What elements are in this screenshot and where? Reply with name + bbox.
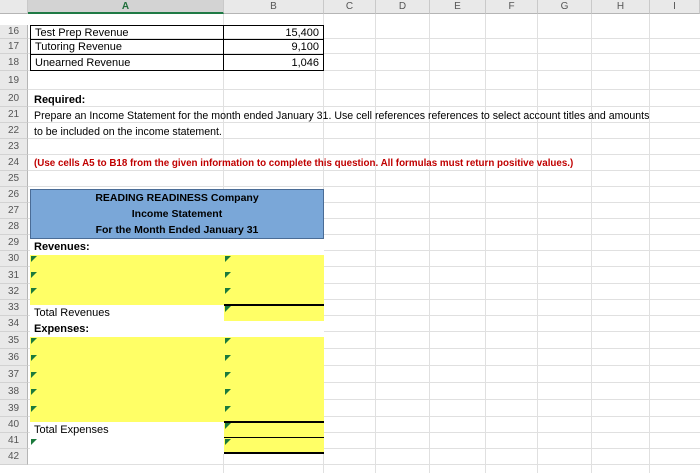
row-header-17[interactable]: 17 [0, 39, 28, 54]
total-expenses-input[interactable] [224, 422, 324, 438]
select-all-corner[interactable] [0, 0, 28, 14]
row-header-25[interactable]: 25 [0, 171, 28, 187]
revenues-label: Revenues: [30, 239, 324, 255]
column-header-d[interactable]: D [376, 0, 430, 14]
input-marker-icon [31, 389, 37, 395]
gridline [28, 464, 700, 465]
input-marker-icon [31, 272, 37, 278]
input-marker-icon [225, 355, 231, 361]
cell-b18[interactable]: 1,046 [223, 54, 324, 71]
statement-header [30, 189, 324, 239]
gridline [537, 14, 538, 473]
statement-title: Income Statement [131, 208, 223, 220]
gridline [28, 89, 700, 90]
gridline [375, 14, 376, 473]
input-marker-icon [225, 423, 231, 429]
cell-a41[interactable] [30, 438, 224, 454]
row-header-29[interactable]: 29 [0, 235, 28, 251]
gridline [485, 14, 486, 473]
row-header-37[interactable]: 37 [0, 366, 28, 383]
gridline [429, 14, 430, 473]
instruction-line-2: to be included on the income statement. [34, 126, 222, 138]
revenue-amounts-input[interactable] [224, 255, 324, 305]
cell-a17[interactable]: Tutoring Revenue [30, 39, 224, 55]
input-marker-icon [225, 439, 231, 445]
row-header-36[interactable]: 36 [0, 349, 28, 366]
row-header-24[interactable]: 24 [0, 155, 28, 171]
input-marker-icon [225, 389, 231, 395]
expense-amounts-input[interactable] [224, 337, 324, 422]
row-header-32[interactable]: 32 [0, 284, 28, 300]
company-name: READING READINESS Company [95, 192, 259, 204]
row-header-42[interactable]: 42 [0, 449, 28, 465]
gridline [591, 14, 592, 473]
required-label: Required: [34, 94, 86, 106]
total-revenues-input[interactable] [224, 305, 324, 321]
input-marker-icon [31, 355, 37, 361]
row-header-38[interactable]: 38 [0, 383, 28, 400]
instruction-line-1: Prepare an Income Statement for the month ended January 31. Use cell references references to select account titles and amounts [34, 110, 650, 122]
column-header-b[interactable]: B [224, 0, 324, 14]
instruction-note: (Use cells A5 to B18 from the given information to complete this question. All formulas must return positive values.) [34, 158, 574, 169]
row-header-27[interactable]: 27 [0, 203, 28, 219]
total-expenses-label: Total Expenses [30, 422, 224, 438]
row-header-33[interactable]: 33 [0, 300, 28, 316]
row-header-21[interactable]: 21 [0, 107, 28, 123]
input-marker-icon [225, 288, 231, 294]
input-marker-icon [225, 372, 231, 378]
gridline [28, 186, 700, 187]
total-revenues-label: Total Revenues [30, 305, 224, 321]
row-header-16[interactable]: 16 [0, 25, 28, 39]
input-marker-icon [31, 288, 37, 294]
row-header-41[interactable]: 41 [0, 433, 28, 449]
input-marker-icon [31, 439, 37, 445]
row-header-40[interactable]: 40 [0, 417, 28, 433]
input-marker-icon [225, 306, 231, 312]
input-marker-icon [225, 338, 231, 344]
column-header-i[interactable]: I [650, 0, 700, 14]
column-header-e[interactable]: E [430, 0, 486, 14]
input-marker-icon [225, 272, 231, 278]
row-header-31[interactable]: 31 [0, 267, 28, 284]
cell-b16[interactable]: 15,400 [223, 25, 324, 40]
row-header-30[interactable]: 30 [0, 251, 28, 267]
expenses-label: Expenses: [30, 321, 324, 337]
expense-titles-input[interactable] [30, 337, 224, 422]
row-header-35[interactable]: 35 [0, 332, 28, 349]
row-header-20[interactable]: 20 [0, 90, 28, 107]
column-header-h[interactable]: H [592, 0, 650, 14]
row-header-28[interactable]: 28 [0, 219, 28, 235]
row-header-22[interactable]: 22 [0, 123, 28, 139]
input-marker-icon [225, 256, 231, 262]
column-header-c[interactable]: C [324, 0, 376, 14]
gridline [28, 106, 700, 107]
row-header-34[interactable]: 34 [0, 316, 28, 332]
row-header-39[interactable]: 39 [0, 400, 28, 417]
gridline [28, 154, 700, 155]
final-total-input[interactable] [224, 438, 324, 454]
column-header-a[interactable]: A [28, 0, 224, 14]
revenue-titles-input[interactable] [30, 255, 224, 305]
cell-b17[interactable]: 9,100 [223, 39, 324, 55]
input-marker-icon [31, 372, 37, 378]
input-marker-icon [31, 406, 37, 412]
row-header-18[interactable]: 18 [0, 54, 28, 71]
input-marker-icon [225, 406, 231, 412]
column-header-g[interactable]: G [538, 0, 592, 14]
cell-a18[interactable]: Unearned Revenue [30, 54, 224, 71]
input-marker-icon [31, 338, 37, 344]
column-header-f[interactable]: F [486, 0, 538, 14]
row-header-19[interactable]: 19 [0, 71, 28, 90]
row-header-23[interactable]: 23 [0, 139, 28, 155]
statement-period: For the Month Ended January 31 [95, 224, 259, 236]
row-header-26[interactable]: 26 [0, 187, 28, 203]
cell-a16[interactable]: Test Prep Revenue [30, 25, 224, 40]
input-marker-icon [31, 256, 37, 262]
gridline [649, 14, 650, 473]
